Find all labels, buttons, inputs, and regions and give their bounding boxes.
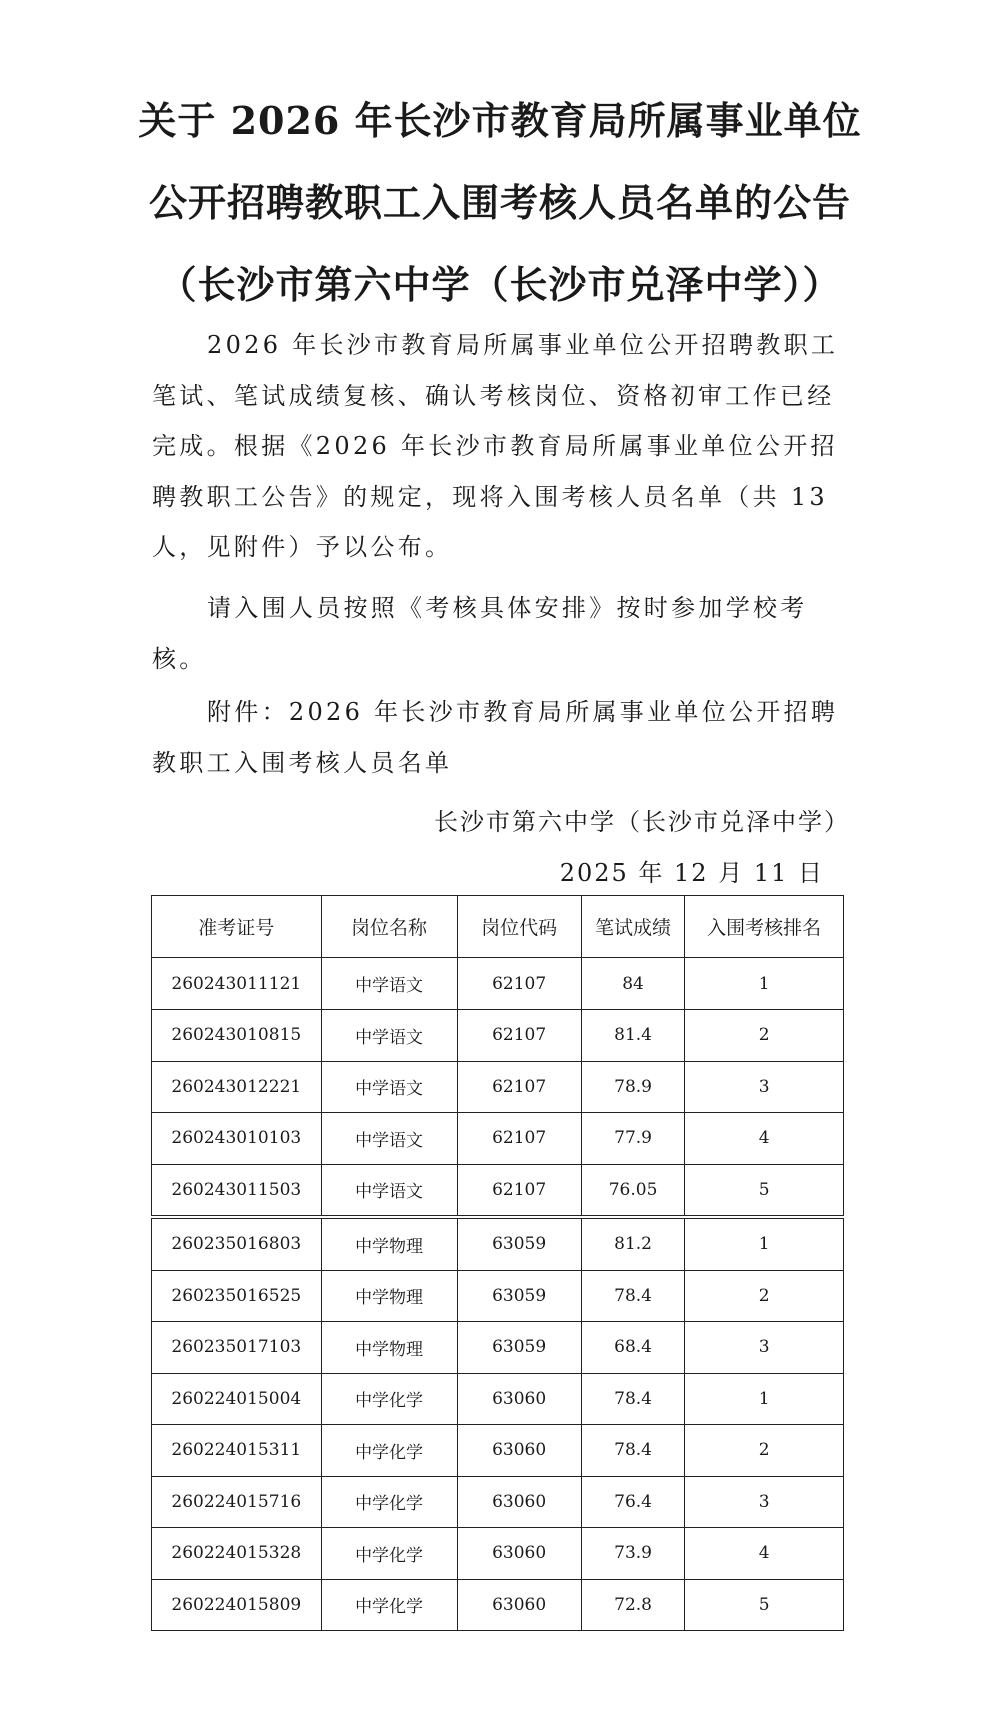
cell-post-name: 中学化学 <box>321 1476 457 1528</box>
instruction-paragraph: 请入围人员按照《考核具体安排》按时参加学校考核。 <box>152 594 808 673</box>
cell-exam-number: 260235016525 <box>152 1270 322 1322</box>
intro-paragraph: 2026 年长沙市教育局所属事业单位公开招聘教职工笔试、笔试成绩复核、确认考核岗位、资格初审工作已经完成。根据《2026 年长沙市教育局所属事业单位公开招聘教职工公告》的规定，现将入围考核人员名单（共 13 人，见附件）予以公布。 <box>152 331 839 561</box>
cell-rank: 2 <box>685 1425 844 1477</box>
header-written-score: 笔试成绩 <box>581 896 684 958</box>
title-line-2: 公开招聘教职工入围考核人员名单的公告 <box>148 180 851 225</box>
cell-post-name: 中学物理 <box>321 1270 457 1322</box>
table-row <box>152 1373 844 1425</box>
table-header-row <box>152 896 844 958</box>
candidate-table <box>151 895 844 1631</box>
cell-post-code: 63060 <box>457 1476 581 1528</box>
cell-exam-number: 260224015328 <box>152 1528 322 1580</box>
cell-post-code: 63059 <box>457 1322 581 1374</box>
title-line-1: 关于 2026 年长沙市教育局所属事业单位 <box>138 98 862 143</box>
cell-exam-number: 260243011503 <box>152 1164 322 1217</box>
cell-post-name: 中学化学 <box>321 1579 457 1631</box>
cell-post-code: 63059 <box>457 1217 581 1270</box>
cell-score: 76.4 <box>581 1476 684 1528</box>
cell-exam-number: 260243012221 <box>152 1061 322 1113</box>
cell-rank: 1 <box>685 1373 844 1425</box>
table-row <box>152 1217 844 1270</box>
cell-score: 78.9 <box>581 1061 684 1113</box>
table-row <box>152 1270 844 1322</box>
cell-post-name: 中学化学 <box>321 1425 457 1477</box>
cell-rank: 3 <box>685 1476 844 1528</box>
cell-score: 68.4 <box>581 1322 684 1374</box>
cell-exam-number: 260243010103 <box>152 1113 322 1165</box>
issue-date: 2025 年 12 月 11 日 <box>559 859 824 887</box>
cell-rank: 4 <box>685 1528 844 1580</box>
cell-score: 73.9 <box>581 1528 684 1580</box>
cell-post-code: 63060 <box>457 1579 581 1631</box>
cell-post-name: 中学语文 <box>321 1010 457 1062</box>
table-row <box>152 1322 844 1374</box>
cell-rank: 1 <box>685 958 844 1010</box>
issuer-name: 长沙市第六中学（长沙市兑泽中学） <box>434 808 850 836</box>
cell-post-name: 中学物理 <box>321 1322 457 1374</box>
cell-rank: 2 <box>685 1010 844 1062</box>
table-row <box>152 1528 844 1580</box>
cell-rank: 1 <box>685 1217 844 1270</box>
cell-post-code: 62107 <box>457 958 581 1010</box>
cell-exam-number: 260235016803 <box>152 1217 322 1270</box>
cell-post-name: 中学语文 <box>321 1113 457 1165</box>
cell-post-name: 中学语文 <box>321 1164 457 1217</box>
cell-rank: 3 <box>685 1061 844 1113</box>
cell-score: 72.8 <box>581 1579 684 1631</box>
cell-exam-number: 260224015311 <box>152 1425 322 1477</box>
header-exam-number: 准考证号 <box>152 896 322 958</box>
cell-post-name: 中学化学 <box>321 1528 457 1580</box>
cell-rank: 2 <box>685 1270 844 1322</box>
cell-exam-number: 260224015809 <box>152 1579 322 1631</box>
cell-post-code: 62107 <box>457 1061 581 1113</box>
cell-post-name: 中学语文 <box>321 1061 457 1113</box>
cell-exam-number: 260224015004 <box>152 1373 322 1425</box>
cell-exam-number: 260224015716 <box>152 1476 322 1528</box>
cell-post-name: 中学物理 <box>321 1217 457 1270</box>
cell-post-name: 中学化学 <box>321 1373 457 1425</box>
cell-rank: 3 <box>685 1322 844 1374</box>
table-row <box>152 958 844 1010</box>
header-post-name: 岗位名称 <box>321 896 457 958</box>
cell-exam-number: 260243011121 <box>152 958 322 1010</box>
cell-score: 78.4 <box>581 1425 684 1477</box>
cell-post-code: 62107 <box>457 1010 581 1062</box>
title-line-3: （长沙市第六中学（长沙市兑泽中学）） <box>158 262 842 307</box>
cell-exam-number: 260235017103 <box>152 1322 322 1374</box>
cell-post-code: 63059 <box>457 1270 581 1322</box>
cell-exam-number: 260243010815 <box>152 1010 322 1062</box>
cell-post-code: 63060 <box>457 1528 581 1580</box>
cell-post-code: 62107 <box>457 1113 581 1165</box>
cell-rank: 5 <box>685 1579 844 1631</box>
cell-score: 78.4 <box>581 1270 684 1322</box>
cell-post-name: 中学语文 <box>321 958 457 1010</box>
cell-score: 81.4 <box>581 1010 684 1062</box>
attachment-note: 附件：2026 年长沙市教育局所属事业单位公开招聘教职工入围考核人员名单 <box>152 698 839 777</box>
cell-score: 76.05 <box>581 1164 684 1217</box>
cell-rank: 5 <box>685 1164 844 1217</box>
cell-post-code: 63060 <box>457 1425 581 1477</box>
cell-post-code: 63060 <box>457 1373 581 1425</box>
cell-score: 84 <box>581 958 684 1010</box>
table-row <box>152 1476 844 1528</box>
header-rank: 入围考核排名 <box>685 896 844 958</box>
header-post-code: 岗位代码 <box>457 896 581 958</box>
cell-score: 77.9 <box>581 1113 684 1165</box>
cell-score: 78.4 <box>581 1373 684 1425</box>
table-row <box>152 1425 844 1477</box>
table-row <box>152 1010 844 1062</box>
table-row <box>152 1579 844 1631</box>
cell-post-code: 62107 <box>457 1164 581 1217</box>
cell-rank: 4 <box>685 1113 844 1165</box>
table-row <box>152 1061 844 1113</box>
table-row <box>152 1113 844 1165</box>
table-row <box>152 1164 844 1217</box>
cell-score: 81.2 <box>581 1217 684 1270</box>
